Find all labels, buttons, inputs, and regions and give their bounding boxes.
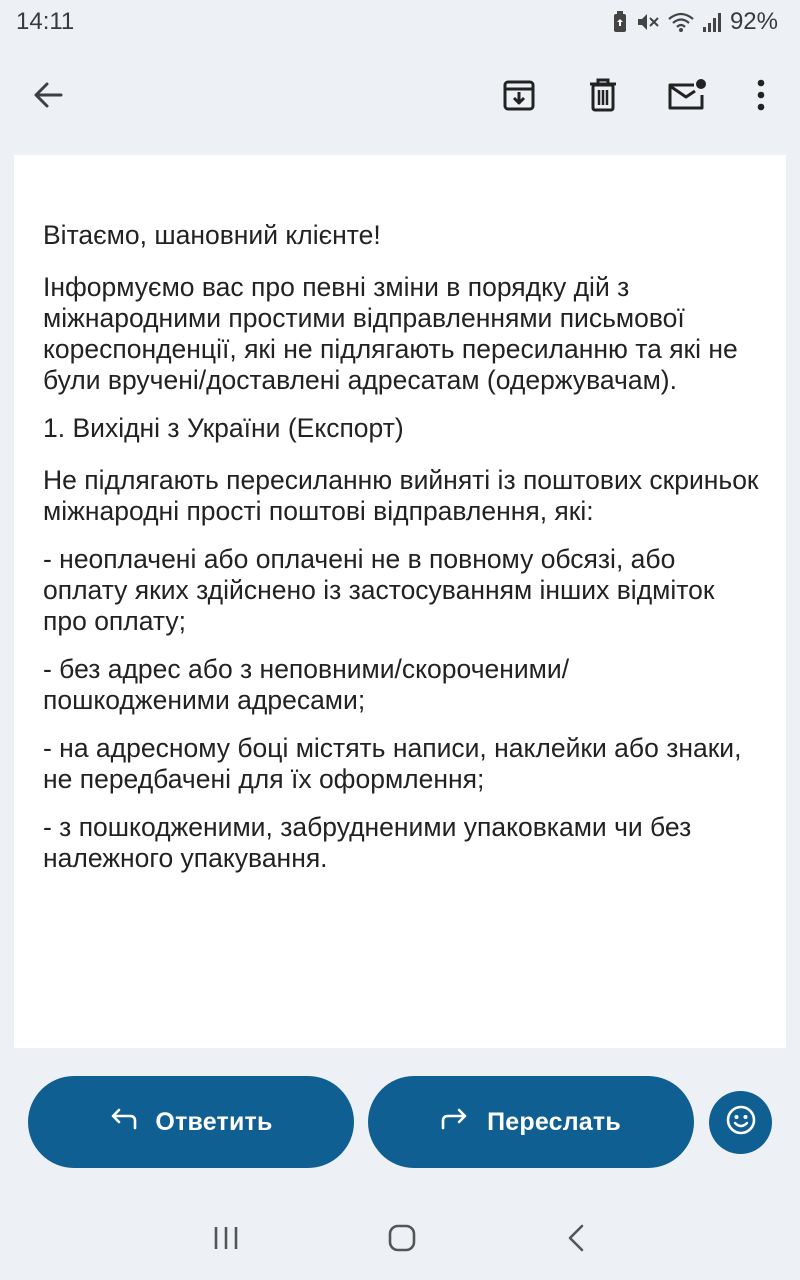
mark-unread-icon (667, 78, 707, 117)
archive-button[interactable] (494, 72, 544, 122)
email-body (43, 220, 759, 891)
status-bar (0, 0, 800, 44)
mute-icon (636, 11, 660, 33)
forward-button[interactable] (368, 1076, 694, 1168)
email-list-item: - на адресному боці містять написи, наклейки або знаки, не передбачені для їх оформлення; (43, 733, 742, 794)
recent-apps-icon (212, 1224, 240, 1257)
trash-icon (588, 78, 618, 117)
chevron-left-icon (566, 1223, 586, 1258)
status-icons (612, 8, 778, 36)
arrow-left-icon (32, 79, 64, 116)
email-toolbar (0, 54, 800, 140)
status-time: 14:11 (16, 8, 75, 35)
delete-button[interactable] (578, 72, 628, 122)
email-paragraph: Інформуємо вас про певні зміни в порядку дій з міжнародними простими відправленнями письмової кореспонденції, які не підлягають пересиланню та які не були вручені/доставлені адресатам (одержувачам). (43, 272, 738, 395)
system-navigation-bar (0, 1200, 800, 1280)
wifi-icon (668, 11, 694, 33)
email-greeting: Вітаємо, шановний клієнте! (43, 220, 381, 250)
forward-label: Переслать (487, 1107, 621, 1136)
forward-icon (441, 1107, 469, 1138)
recent-apps-button[interactable] (196, 1220, 256, 1260)
back-nav-button[interactable] (546, 1220, 606, 1260)
home-button[interactable] (372, 1220, 432, 1260)
reply-button[interactable] (28, 1076, 354, 1168)
back-button[interactable] (23, 72, 73, 122)
email-paragraph: Не підлягають пересиланню вийняті із поштових скриньок міжнародні прості поштові відправлення, які: (43, 465, 759, 526)
mark-unread-button[interactable] (662, 72, 712, 122)
email-list-item: - без адрес або з неповними/скороченими/ пошкодженими адресами; (43, 654, 570, 715)
email-section-heading: 1. Вихідні з України (Експорт) (43, 413, 404, 443)
reply-icon (109, 1107, 137, 1138)
reply-actions-bar (0, 1076, 800, 1168)
reply-label: Ответить (155, 1107, 273, 1136)
battery-saver-icon (612, 11, 628, 33)
archive-icon (502, 78, 536, 117)
emoji-smile-icon (725, 1104, 757, 1141)
email-content-card (14, 155, 786, 1048)
more-options-button[interactable] (736, 72, 786, 122)
battery-level: 92% (729, 8, 778, 35)
more-vert-icon (756, 79, 766, 116)
emoji-reaction-button[interactable] (709, 1091, 772, 1154)
home-icon (387, 1223, 417, 1258)
email-list-item: - неоплачені або оплачені не в повному обсязі, або оплату яких здійснено із застосуванням інших відміток про оплату; (43, 544, 715, 636)
email-list-item: - з пошкодженими, забрудненими упаковками чи без належного упакування. (43, 812, 692, 873)
signal-icon (702, 11, 722, 33)
